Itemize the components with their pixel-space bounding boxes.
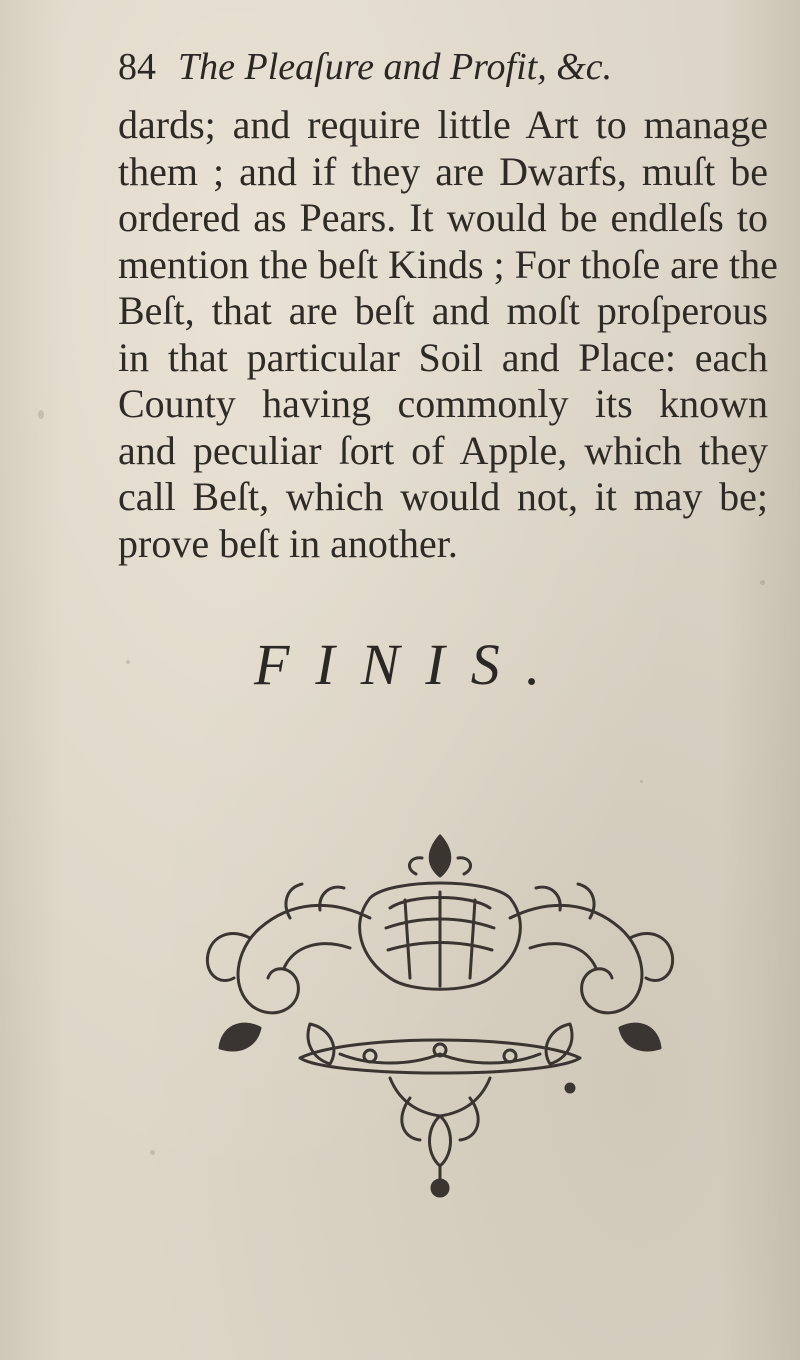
- text-line: Beſt, that are beſt and moſt proſperous: [118, 288, 768, 333]
- body-paragraph: [118, 102, 778, 567]
- floral-tailpiece-icon: [190, 828, 690, 1208]
- running-title: The Pleaſure and Profit, &c.: [178, 46, 613, 88]
- text-line: prove beſt in another.: [118, 520, 458, 566]
- text-line: ordered as Pears. It would be endleſs to: [118, 195, 768, 240]
- text-line: County having commonly its known: [118, 381, 768, 426]
- text-line: in that particular Soil and Place: each: [118, 334, 768, 380]
- running-header: [118, 44, 612, 90]
- finis-heading: FINIS.: [254, 632, 567, 697]
- page-number: 84: [118, 46, 156, 88]
- text-line: and peculiar ſort of Apple, which they: [118, 427, 768, 473]
- text-line: call Beſt, which would not, it may be;: [118, 474, 768, 519]
- text-line: mention the beſt Kinds ; For thoſe are the: [118, 241, 778, 287]
- text-line: dards; and require little Art to manage: [118, 102, 768, 147]
- text-line: them ; and if they are Dwarfs, muſt be: [118, 148, 768, 194]
